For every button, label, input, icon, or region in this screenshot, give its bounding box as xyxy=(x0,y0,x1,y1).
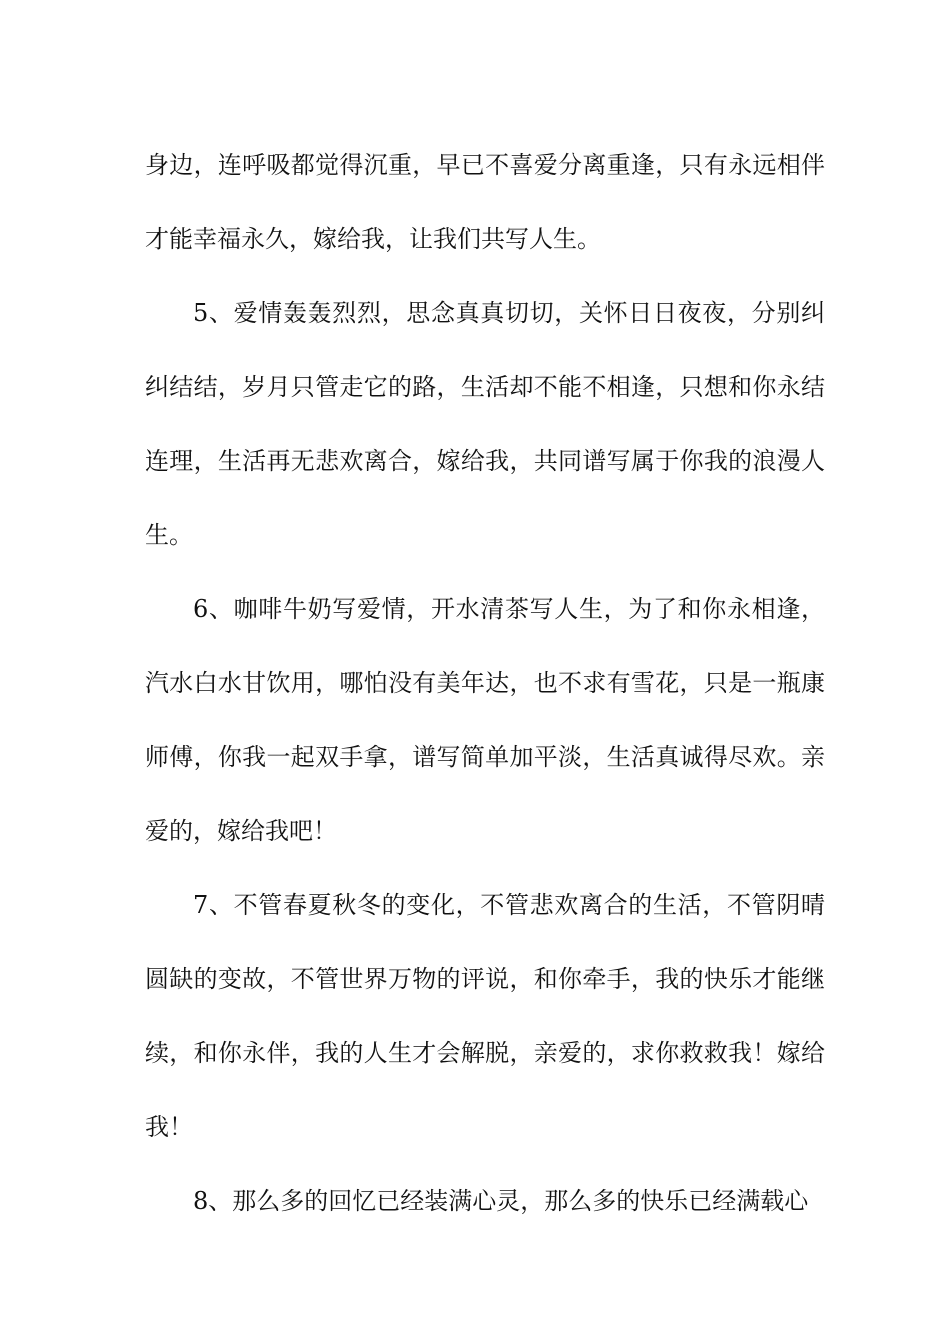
paragraph-8-start: 8、那么多的回忆已经装满心灵，那么多的快乐已经满载心 xyxy=(193,1187,809,1215)
paragraph-7: 7、不管春夏秋冬的变化，不管悲欢离合的生活，不管阴晴圆缺的变故，不管世界万物的评说，和你牵手，我的快乐才能继续，和你永伴，我的人生才会解脱，亲爱的，求你救救我！嫁给我！ xyxy=(145,891,825,1141)
paragraph-5: 5、爱情轰轰烈烈，思念真真切切，关怀日日夜夜，分别纠纠结结，岁月只管走它的路，生活却不能不相逢，只想和你永结连理，生活再无悲欢离合，嫁给我，共同谱写属于你我的浪漫人生。 xyxy=(145,299,825,549)
paragraph-4-continuation: 身边，连呼吸都觉得沉重，早已不喜爱分离重逢，只有永远相伴才能幸福永久，嫁给我，让我们共写人生。 xyxy=(145,151,825,253)
document-body xyxy=(145,128,825,1238)
paragraph-6: 6、咖啡牛奶写爱情，开水清茶写人生，为了和你永相逢，汽水白水甘饮用，哪怕没有美年达，也不求有雪花，只是一瓶康师傅，你我一起双手拿，谱写简单加平淡，生活真诚得尽欢。亲爱的，嫁给我吧！ xyxy=(145,595,825,845)
